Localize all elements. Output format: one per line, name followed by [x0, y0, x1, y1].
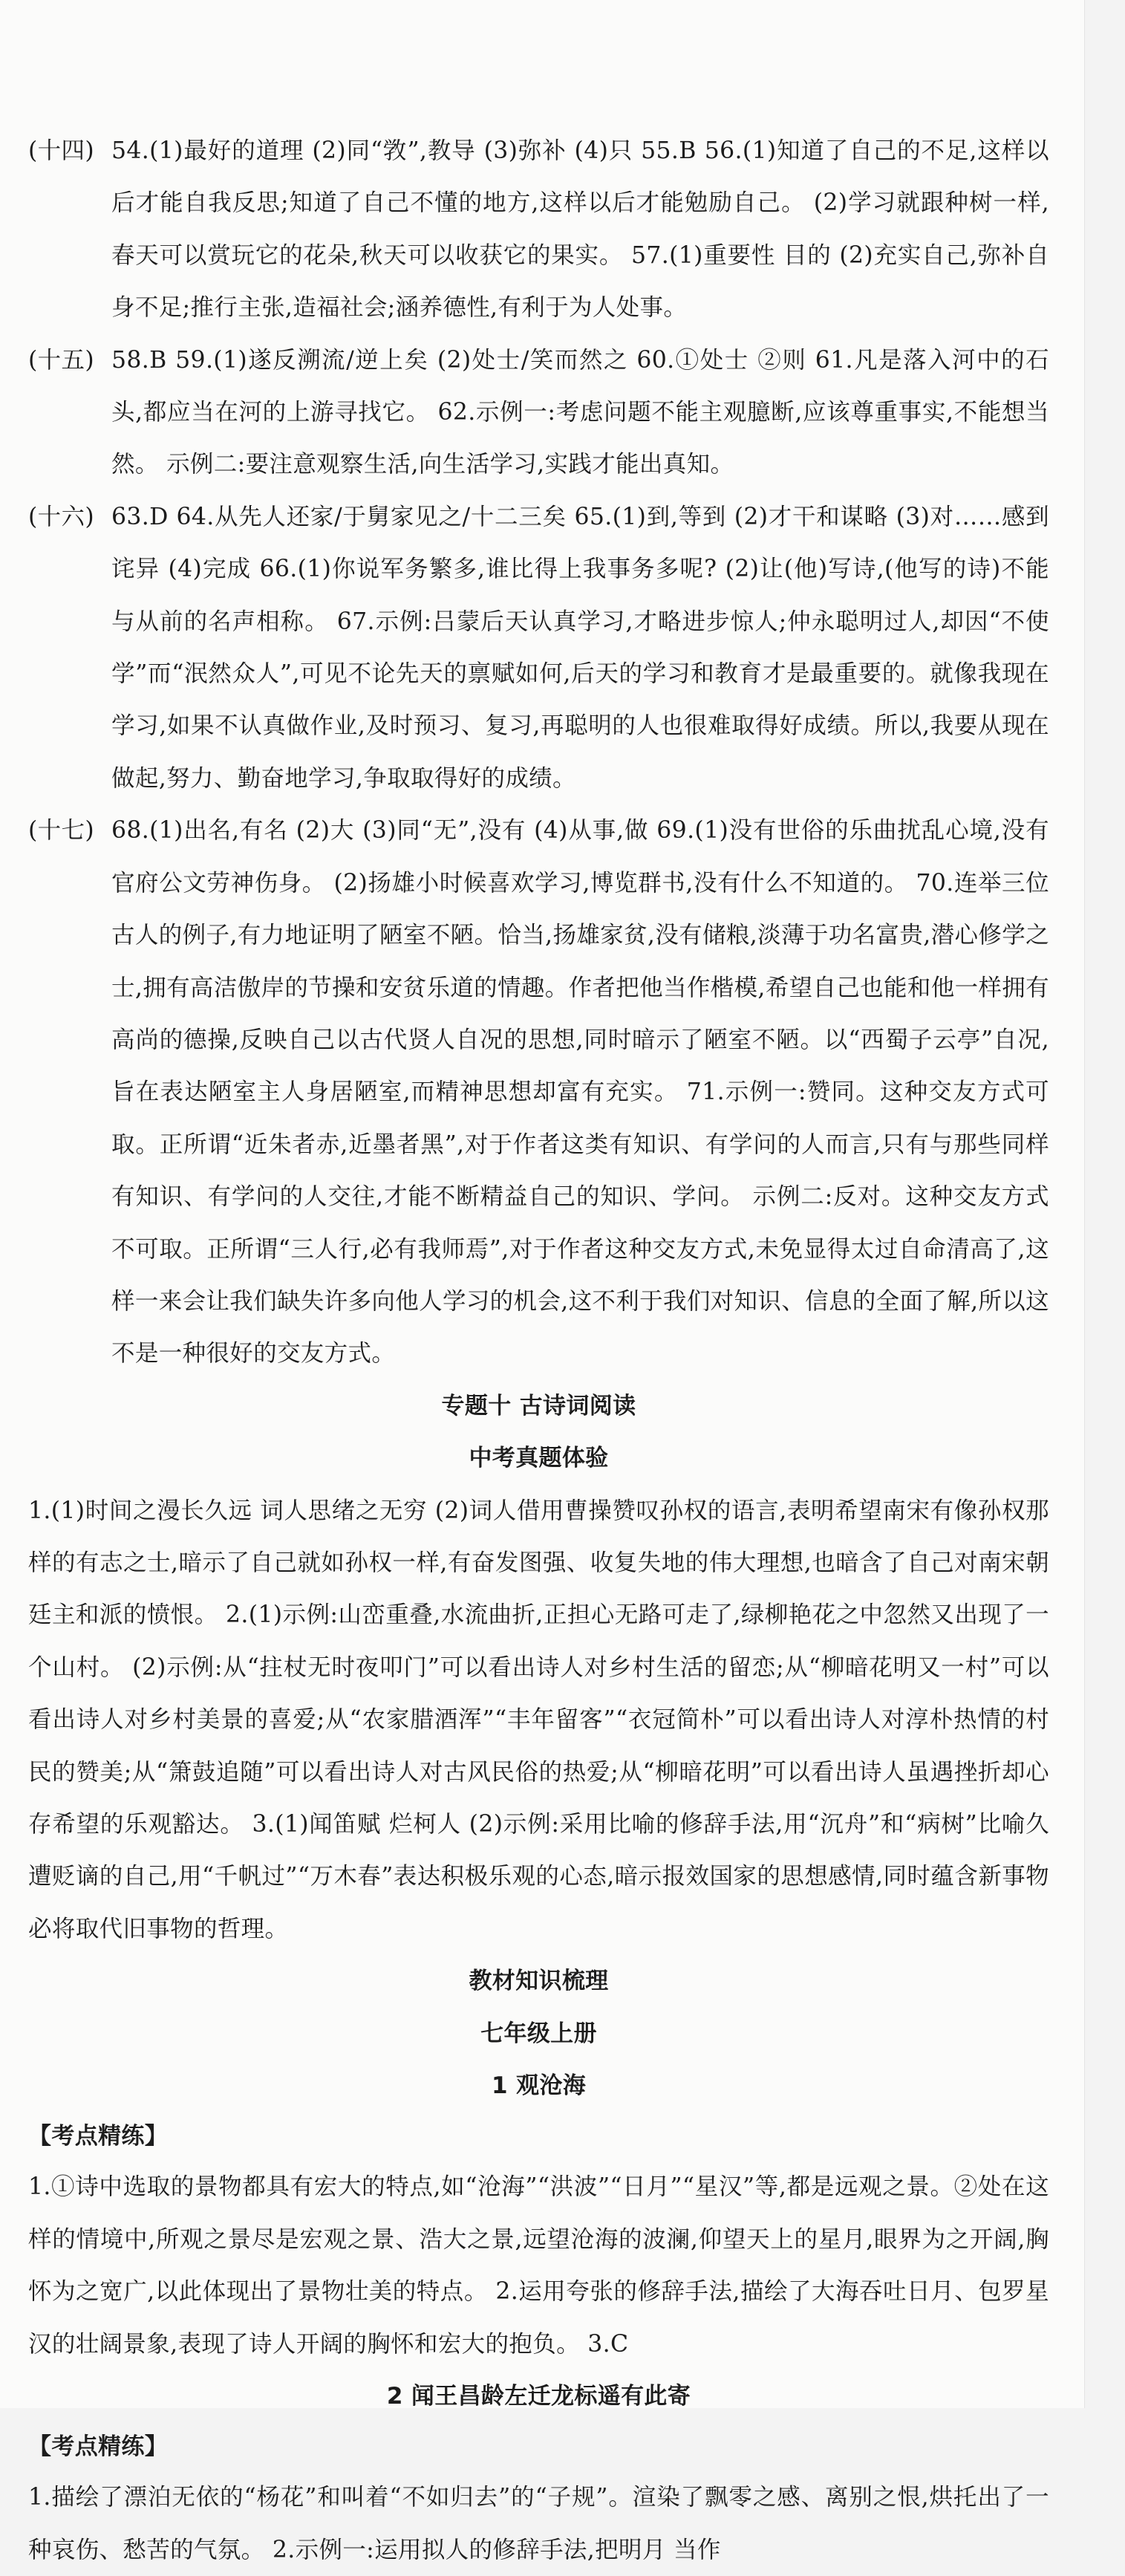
textbook-title: 教材知识梳理 — [469, 1968, 609, 1995]
section-label: (十五) — [28, 346, 94, 374]
section-text: 68.(1)出名,有名 (2)大 (3)同“无”,没有 (4)从事,做 69.(1)没有世俗的乐曲扰乱心境,没有官府公文劳神伤身。 (2)扬雄小时候喜欢学习,博览群书,没有什么不知道的。 70.连举三位古人的例子,有力地证明了陋室不陋。恰当,扬雄家贫,没有储粮,淡薄于功名富贵,潜心修学之士,拥有高洁傲岸的节操和安贫乐道的情趣。作者把他当作楷模,希望自己也能和他一样拥有高尚的德操,反映自己以古代贤人自况的思想,同时暗示了陋室不陋。以“西蜀子云亭”自况,旨在表达陋室主人身居陋室,而精神思想却富有充实。 71.示例一:赞同。这种交友方式可取。正所谓“近朱者赤,近墨者黑”,对于作者这类有知识、有学问的人而言,只有与那些同样有知识、有学问的人交往,才能不断精益自己的知识、学问。 示例二:反对。这种交友方式不可取。正所谓“三人行,必有我师焉”,对于作者这种交友方式,未免显得太过自命清高了,这样一来会让我们缺失许多向他人学习的机会,这不利于我们对知识、信息的全面了解,所以这不是一种很好的交友方式。 — [111, 817, 1049, 1367]
lesson-1-answers: 1.①诗中选取的景物都具有宏大的特点,如“沧海”“洪波”“日月”“星汉”等,都是远观之景。②处在这样的情境中,所观之景尽是宏观之景、浩大之景,远望沧海的波澜,仰望天上的星月,眼界为之开阔,胸怀为之宽广,以此体现出了景物壮美的特点。 2.运用夸张的修辞手法,描绘了大海吞吐日月、包罗星汉的壮阔景象,表现了诗人开阔的胸怀和宏大的抱负。 3.C — [28, 2173, 1049, 2358]
section-text: 54.(1)最好的道理 (2)同“敩”,教导 (3)弥补 (4)只 55.B 56.(1)知道了自己的不足,这样以后才能自我反思;知道了自己不懂的地方,这样以后才能勉励自己。 (2)学习就跟种树一样,春天可以赏玩它的花朵,秋天可以收获它的果实。 57.(1)重要性 目的 (2)充实自己,弥补自身不足;推行主张,造福社会;涵养德性,有利于为人处事。 — [111, 137, 1049, 322]
topic-title: 专题十 古诗词阅读 — [441, 1392, 636, 1419]
lesson-1-title: 1 观沧海 — [491, 2072, 587, 2100]
section-text: 58.B 59.(1)遂反溯流/逆上矣 (2)处士/笑而然之 60.①处士 ②则 61.凡是落入河中的石头,都应当在河的上游寻找它。 62.示例一:考虑问题不能主观臆断,应该尊重事实,不能想当然。 示例二:要注意观察生活,向生活学习,实践才能出真知。 — [111, 346, 1049, 478]
lesson-2-title: 2 闻王昌龄左迁龙标遥有此寄 — [386, 2383, 691, 2410]
section-label: (十四) — [28, 137, 94, 164]
section-15 — [28, 334, 1049, 491]
section-16 — [28, 491, 1049, 804]
lesson-2-answers: 1.描绘了漂泊无依的“杨花”和叫着“不如归去”的“子规”。渲染了飘零之感、离别之恨,烘托出了一种哀伤、愁苦的气氛。 2.示例一:运用拟人的修辞手法,把明月 当作 — [28, 2484, 1049, 2563]
grade-title: 七年级上册 — [480, 2020, 597, 2047]
section-17 — [28, 804, 1049, 1379]
section-label: (十七) — [28, 817, 94, 845]
lesson-2-tag: 【考点精练】 — [28, 2433, 169, 2461]
answer-content — [28, 125, 1049, 2576]
exam-answers: 1.(1)时间之漫长久远 词人思绪之无穷 (2)词人借用曹操赞叹孙权的语言,表明希望南宋有像孙权那样的有志之士,暗示了自己就如孙权一样,有奋发图强、收复失地的伟大理想,也暗含了自己对南宋朝廷主和派的愤恨。 2.(1)示例:山峦重叠,水流曲折,正担心无路可走了,绿柳艳花之中忽然又出现了一个山村。 (2)示例:从“拄杖无时夜叩门”可以看出诗人对乡村生活的留恋;从“柳暗花明又一村”可以看出诗人对乡村美景的喜爱;从“农家腊酒浑”“丰年留客”“衣冠简朴”可以看出诗人对淳朴热情的村民的赞美;从“箫鼓追随”可以看出诗人对古风民俗的热爱;从“柳暗花明”可以看出诗人虽遇挫折却心存希望的乐观豁达。 3.(1)闻笛赋 烂柯人 (2)示例:采用比喻的修辞手法,用“沉舟”和“病树”比喻久遭贬谪的自己,用“千帆过”“万木春”表达积极乐观的心态,暗示报效国家的思想感情,同时蕴含新事物必将取代旧事物的哲理。 — [28, 1497, 1049, 1942]
exam-title: 中考真题体验 — [469, 1445, 609, 1472]
section-14 — [28, 125, 1049, 334]
section-label: (十六) — [28, 503, 94, 530]
section-text: 63.D 64.从先人还家/于舅家见之/十二三矣 65.(1)到,等到 (2)才干和谋略 (3)对……感到诧异 (4)完成 66.(1)你说军务繁多,谁比得上我事务多呢? (2)让(他)写诗,(他写的诗)不能与从前的名声相称。 67.示例:吕蒙后天认真学习,才略进步惊人;仲永聪明过人,却因“不使学”而“泯然众人”,可见不论先天的禀赋如何,后天的学习和教育才是最重要的。就像我现在学习,如果不认真做作业,及时预习、复习,再聪明的人也很难取得好成绩。所以,我要从现在做起,努力、勤奋地学习,争取取得好的成绩。 — [111, 503, 1049, 792]
lesson-1-tag: 【考点精练】 — [28, 2123, 169, 2150]
